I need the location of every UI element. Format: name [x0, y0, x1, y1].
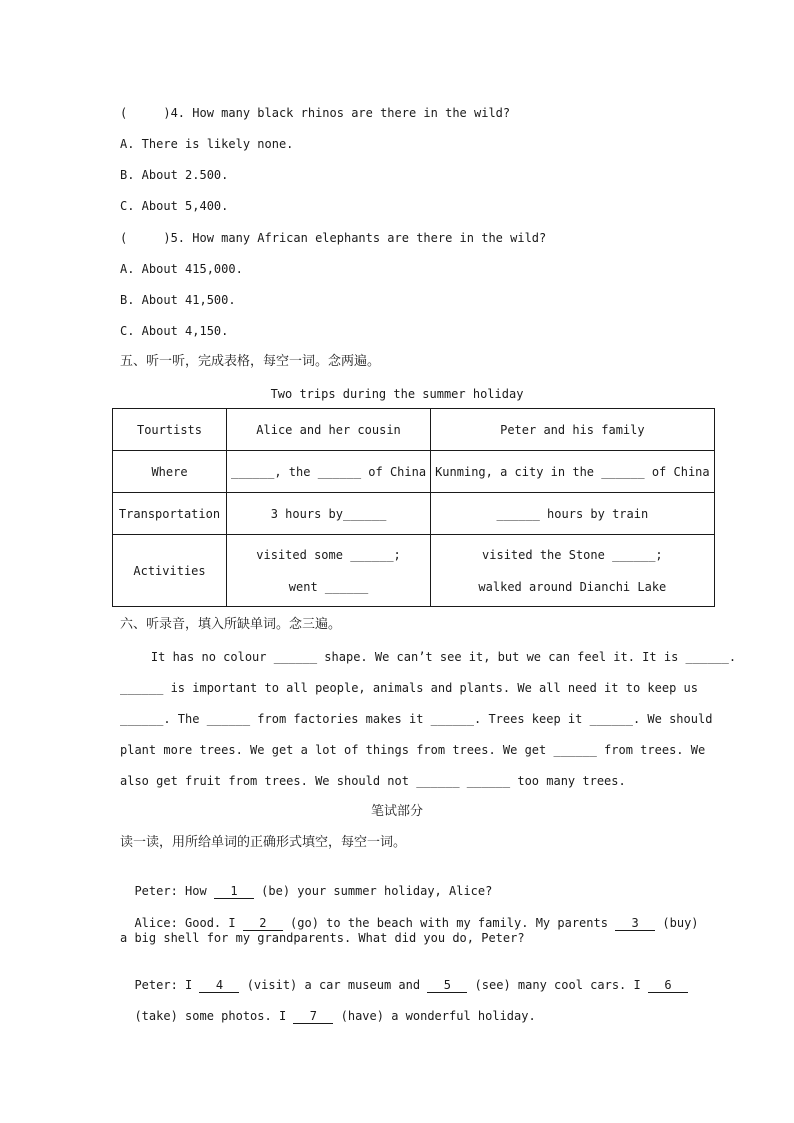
dialogue-text: Peter: I	[134, 978, 200, 992]
activities-alice	[227, 535, 431, 607]
dialogue-text: (see) many cool cars. I	[467, 978, 648, 992]
header-peter: Peter and his family	[431, 409, 715, 451]
blank-1[interactable]: 1	[214, 884, 254, 899]
where-peter: Kunming, a city in the ______ of China	[431, 451, 715, 493]
dialogue-text: (buy)	[655, 916, 699, 930]
blank-2[interactable]: 2	[243, 916, 283, 931]
written-instruction: 读一读，用所给单词的正确形式填空，每空一词。	[120, 835, 407, 850]
section6-line1: It has no colour ______ shape. We can’t see it, but we can feel it. It is ______.	[122, 650, 737, 664]
activities-peter-line2: walked around Dianchi Lake	[478, 579, 667, 594]
dialogue-line4	[120, 961, 688, 993]
blank-5[interactable]: 5	[427, 978, 467, 993]
activities-alice-line1: visited some ______;	[256, 547, 401, 562]
activities-peter	[431, 535, 715, 607]
section6-line5: also get fruit from trees. We should not ______ ______ too many trees.	[120, 774, 626, 788]
dialogue-line1	[120, 867, 492, 899]
where-label: Where	[113, 451, 227, 493]
transport-peter: ______ hours by train	[431, 493, 715, 535]
table-row-activities	[113, 535, 715, 607]
dialogue-text: (have) a wonderful holiday.	[333, 1009, 536, 1023]
dialogue-text: (go) to the beach with my family. My parents	[282, 916, 616, 930]
q5-option-b: B. About 41,500.	[120, 293, 236, 307]
dialogue-text: (take) some photos. I	[134, 1009, 294, 1023]
activities-label: Activities	[113, 535, 227, 607]
q4-question: ( )4. How many black rhinos are there in the wild?	[120, 106, 511, 120]
dialogue-line2	[120, 899, 699, 931]
dialogue-line5	[120, 992, 536, 1024]
header-alice: Alice and her cousin	[227, 409, 431, 451]
section6-heading: 六、听录音，填入所缺单词。念三遍。	[120, 617, 342, 632]
q5-question: ( )5. How many African elephants are there in the wild?	[120, 231, 547, 245]
blank-3[interactable]: 3	[615, 916, 655, 931]
transport-label: Transportation	[113, 493, 227, 535]
table-row-transport	[113, 493, 715, 535]
q5-option-a: A. About 415,000.	[120, 262, 243, 276]
section6-line2: ______ is important to all people, animals and plants. We all need it to keep us	[120, 681, 698, 695]
section5-heading: 五、听一听，完成表格，每空一词。念两遍。	[120, 354, 381, 369]
dialogue-text: (be) your summer holiday, Alice?	[253, 884, 493, 898]
q4-option-c: C. About 5,400.	[120, 199, 229, 213]
where-alice: ______, the ______ of China	[227, 451, 431, 493]
q4-option-a: A. There is likely none.	[120, 137, 294, 151]
header-tourists: Tourtists	[113, 409, 227, 451]
transport-alice: 3 hours by______	[227, 493, 431, 535]
activities-peter-line1: visited the Stone ______;	[482, 547, 663, 562]
trip-table	[112, 408, 715, 607]
table-header-row	[113, 409, 715, 451]
section6-line3: ______. The ______ from factories makes it ______. Trees keep it ______. We should	[120, 712, 713, 726]
q4-option-b: B. About 2.500.	[120, 168, 229, 182]
dialogue-text: Alice: Good. I	[134, 916, 243, 930]
blank-7[interactable]: 7	[293, 1009, 333, 1024]
written-title: 笔试部分	[370, 804, 423, 819]
dialogue-line3: a big shell for my grandparents. What did you do, Peter?	[120, 931, 525, 945]
dialogue-text: (visit) a car museum and	[239, 978, 428, 992]
blank-4[interactable]: 4	[199, 978, 239, 993]
q5-option-c: C. About 4,150.	[120, 324, 229, 338]
table-row-where	[113, 451, 715, 493]
blank-6[interactable]: 6	[648, 978, 688, 993]
section6-line4: plant more trees. We get a lot of things from trees. We get ______ from trees. We	[120, 743, 706, 757]
activities-alice-line2: went ______	[288, 579, 369, 594]
dialogue-text: Peter: How	[134, 884, 214, 898]
table-title: Two trips during the summer holiday	[270, 387, 524, 401]
